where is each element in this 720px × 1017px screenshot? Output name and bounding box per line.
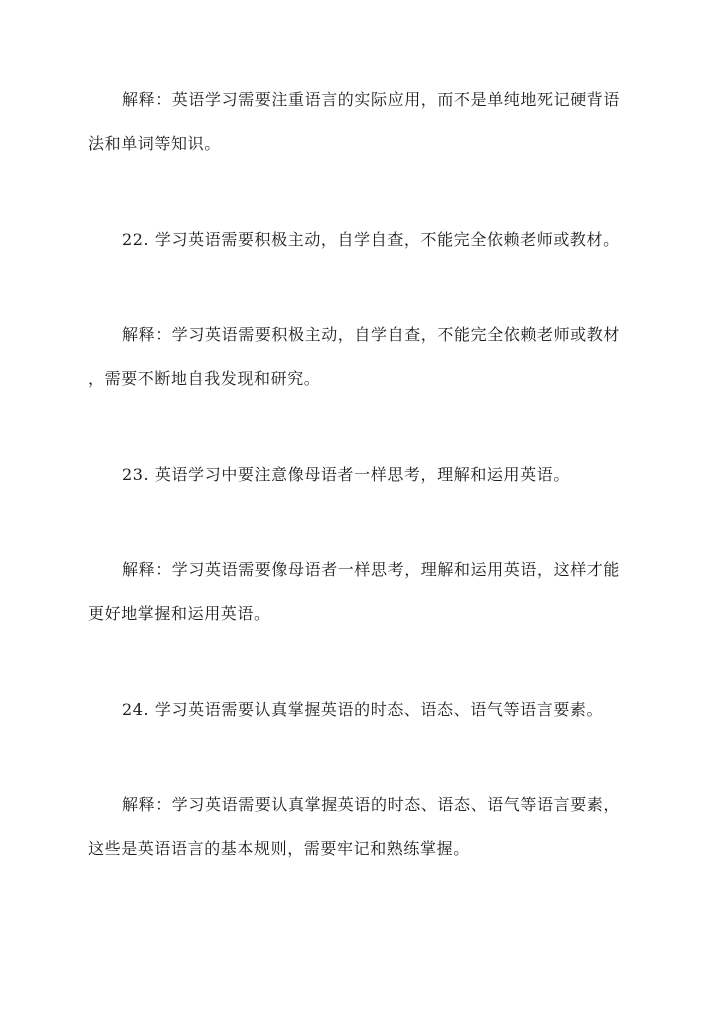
explanation-22-line-2: ，需要不断地自我发现和研究。 [88,369,321,388]
item-22: 22. 学习英语需要积极主动，自学自查，不能完全依赖老师或教材。 [122,230,620,249]
explanation-21-line-1: 解释：英语学习需要注重语言的实际应用，而不是单纯地死记硬背语 [122,90,621,109]
item-23: 23. 英语学习中要注意像母语者一样思考，理解和运用英语。 [122,465,570,484]
explanation-21-line-2: 法和单词等知识。 [88,134,221,153]
explanation-23-line-2: 更好地掌握和运用英语。 [88,604,271,623]
explanation-22-line-1: 解释：学习英语需要积极主动，自学自查，不能完全依赖老师或教材 [122,325,621,344]
explanation-23-line-1: 解释：学习英语需要像母语者一样思考，理解和运用英语，这样才能 [122,560,621,579]
explanation-24-line-1: 解释：学习英语需要认真掌握英语的时态、语态、语气等语言要素， [122,795,621,814]
item-24: 24. 学习英语需要认真掌握英语的时态、语态、语气等语言要素。 [122,700,604,719]
explanation-24-line-2: 这些是英语语言的基本规则，需要牢记和熟练掌握。 [88,839,470,858]
